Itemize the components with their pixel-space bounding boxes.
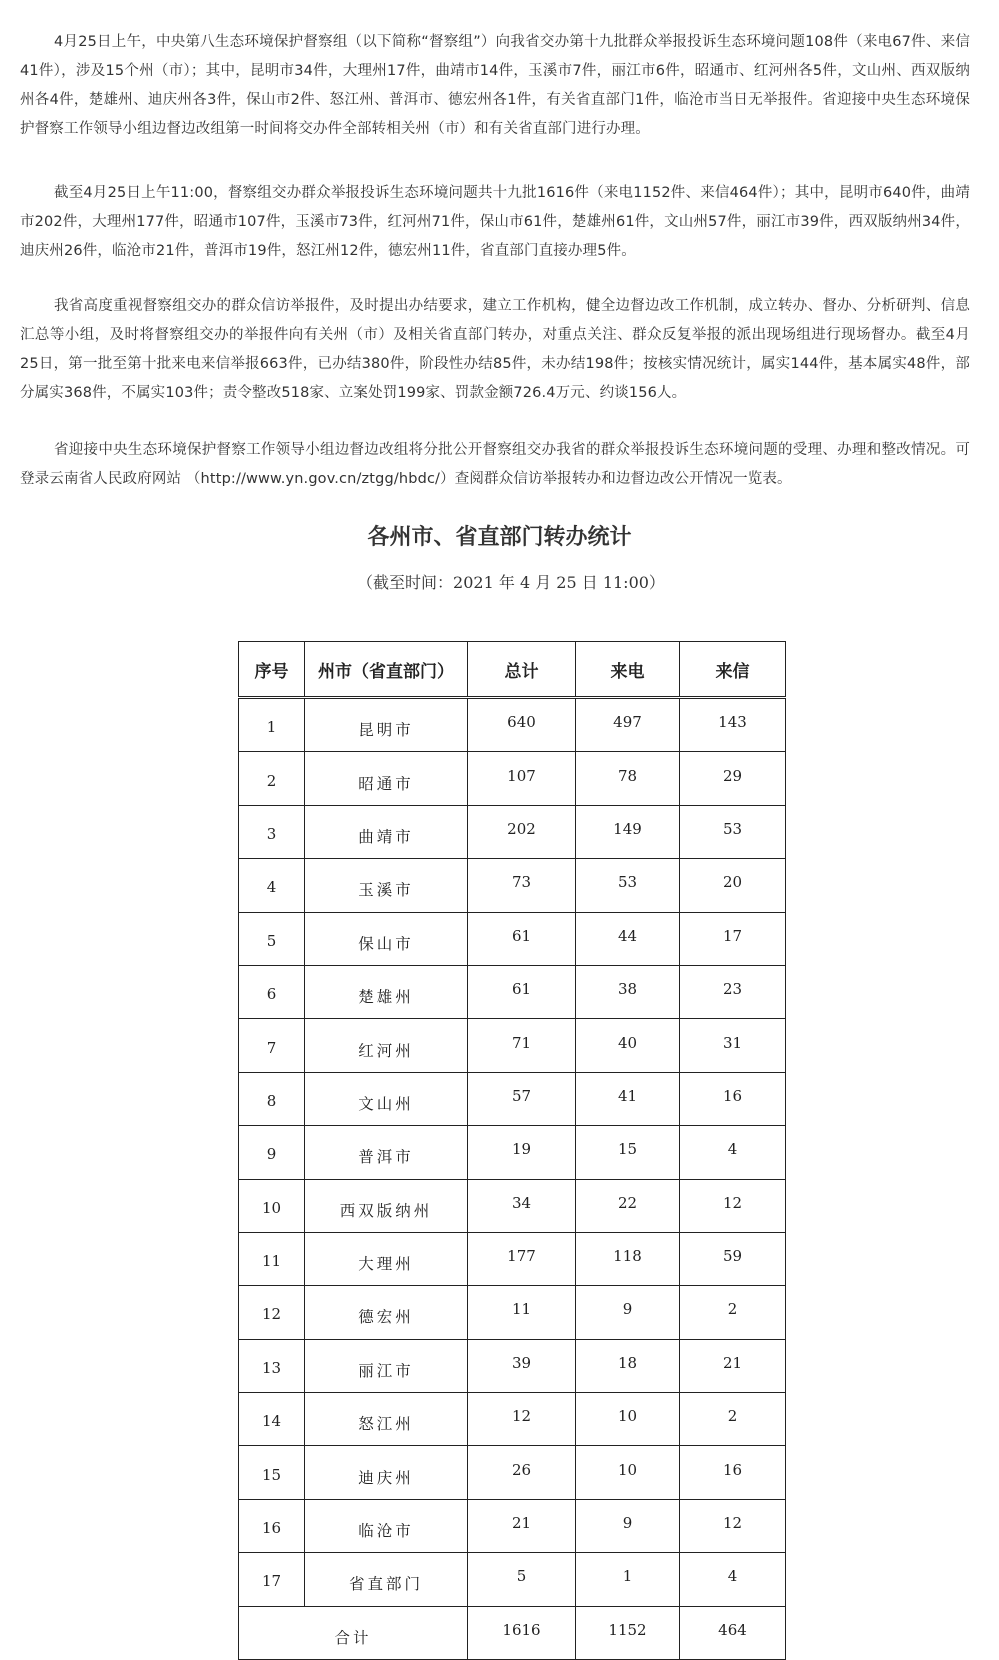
table-row — [239, 1446, 786, 1499]
statistics-table — [238, 641, 786, 1660]
cell-calls: 40 — [576, 1019, 680, 1072]
cell-calls: 118 — [576, 1232, 680, 1285]
cell-region: 大理州 — [305, 1232, 468, 1285]
paragraph-2: 截至4月25日上午11:00，督察组交办群众举报投诉生态环境问题共十九批1616件（来电1152件、来信464件）；其中，昆明市640件，曲靖市202件，大理州177件，昭通市107件，玉溪市73件，红河州71件，保山市61件，楚雄州61件，文山州57件，丽江市39件，西双版纳州34件，迪庆州26件，临沧市21件，普洱市19件，怒江州12件，德宏州11件，省直部门直接办理5件。 — [20, 185, 970, 259]
cell-index: 9 — [239, 1126, 305, 1179]
cell-calls: 9 — [576, 1499, 680, 1552]
paragraph-1: 4月25日上午，中央第八生态环境保护督察组（以下简称“督察组”）向我省交办第十九批群众举报投诉生态环境问题108件（来电67件、来信41件），涉及15个州（市）；其中，昆明市34件，大理州17件，曲靖市14件，玉溪市7件，丽江市6件，昭通市、红河州各5件，文山州、西双版纳州各4件，楚雄州、迪庆州各3件，保山市2件、怒江州、普洱市、德宏州各1件，有关省直部门1件，临沧市当日无举报件。省迎接中央生态环境保护督察工作领导小组边督边改组第一时间将交办件全部转相关州（市）和有关省直部门进行办理。 — [20, 34, 970, 137]
table-row — [239, 805, 786, 858]
table-row — [239, 1553, 786, 1606]
cell-index: 4 — [239, 859, 305, 912]
cell-index: 17 — [239, 1553, 305, 1606]
cell-letters: 2 — [680, 1286, 786, 1339]
cell-index: 7 — [239, 1019, 305, 1072]
cell-region: 丽江市 — [305, 1339, 468, 1392]
header-total: 总计 — [468, 642, 576, 698]
header-index: 序号 — [239, 642, 305, 698]
cell-total: 202 — [468, 805, 576, 858]
cell-calls: 10 — [576, 1446, 680, 1499]
cell-total: 5 — [468, 1553, 576, 1606]
cell-calls: 44 — [576, 912, 680, 965]
total-calls: 1152 — [576, 1606, 680, 1659]
cell-index: 2 — [239, 752, 305, 805]
cell-letters: 2 — [680, 1393, 786, 1446]
total-sum: 1616 — [468, 1606, 576, 1659]
cell-letters: 21 — [680, 1339, 786, 1392]
table-row — [239, 965, 786, 1018]
cell-total: 19 — [468, 1126, 576, 1179]
cell-index: 5 — [239, 912, 305, 965]
header-letters: 来信 — [680, 642, 786, 698]
cell-index: 16 — [239, 1499, 305, 1552]
table-row — [239, 912, 786, 965]
cell-calls: 38 — [576, 965, 680, 1018]
cell-letters: 59 — [680, 1232, 786, 1285]
table-row — [239, 1286, 786, 1339]
cell-index: 12 — [239, 1286, 305, 1339]
cell-region: 楚雄州 — [305, 965, 468, 1018]
header-region: 州市（省直部门） — [305, 642, 468, 698]
cell-letters: 12 — [680, 1499, 786, 1552]
cell-total: 12 — [468, 1393, 576, 1446]
cell-letters: 17 — [680, 912, 786, 965]
cell-letters: 53 — [680, 805, 786, 858]
cell-letters: 143 — [680, 698, 786, 752]
cell-region: 曲靖市 — [305, 805, 468, 858]
table-subtitle: （截至时间：2021 年 4 月 25 日 11:00） — [357, 573, 665, 592]
cell-region: 迪庆州 — [305, 1446, 468, 1499]
cell-letters: 4 — [680, 1126, 786, 1179]
table-row — [239, 698, 786, 752]
table-row — [239, 1232, 786, 1285]
cell-calls: 78 — [576, 752, 680, 805]
cell-letters: 29 — [680, 752, 786, 805]
table-total-row — [239, 1606, 786, 1659]
table-body — [239, 698, 786, 1607]
cell-index: 8 — [239, 1072, 305, 1125]
table-row — [239, 1499, 786, 1552]
cell-index: 6 — [239, 965, 305, 1018]
cell-index: 15 — [239, 1446, 305, 1499]
cell-region: 临沧市 — [305, 1499, 468, 1552]
cell-letters: 12 — [680, 1179, 786, 1232]
cell-total: 61 — [468, 965, 576, 1018]
table-row — [239, 752, 786, 805]
paragraph-3: 我省高度重视督察组交办的群众信访举报件，及时提出办结要求，建立工作机构，健全边督边改工作机制，成立转办、督办、分析研判、信息汇总等小组，及时将督察组交办的举报件向有关州（市）及相关省直部门转办，对重点关注、群众反复举报的派出现场组进行现场督办。截至4月25日，第一批至第十批来电来信举报663件，已办结380件，阶段性办结85件，未办结198件；按核实情况统计，属实144件，基本属实48件，部分属实368件，不属实103件；责令整改518家、立案处罚199家、罚款金额726.4万元、约谈156人。 — [20, 298, 970, 401]
cell-total: 57 — [468, 1072, 576, 1125]
cell-region: 省直部门 — [305, 1553, 468, 1606]
cell-calls: 149 — [576, 805, 680, 858]
cell-calls: 22 — [576, 1179, 680, 1232]
cell-total: 34 — [468, 1179, 576, 1232]
cell-region: 昭通市 — [305, 752, 468, 805]
total-label: 合计 — [239, 1606, 468, 1659]
table-row — [239, 1393, 786, 1446]
cell-total: 11 — [468, 1286, 576, 1339]
cell-region: 西双版纳州 — [305, 1179, 468, 1232]
cell-total: 177 — [468, 1232, 576, 1285]
cell-index: 3 — [239, 805, 305, 858]
cell-total: 26 — [468, 1446, 576, 1499]
total-letters: 464 — [680, 1606, 786, 1659]
table-row — [239, 1072, 786, 1125]
cell-region: 文山州 — [305, 1072, 468, 1125]
cell-letters: 16 — [680, 1072, 786, 1125]
table-row — [239, 1339, 786, 1392]
cell-region: 昆明市 — [305, 698, 468, 752]
cell-region: 普洱市 — [305, 1126, 468, 1179]
cell-total: 73 — [468, 859, 576, 912]
paragraph-4: 省迎接中央生态环境保护督察工作领导小组边督边改组将分批公开督察组交办我省的群众举报投诉生态环境问题的受理、办理和整改情况。可登录云南省人民政府网站 （http://www.yn.gov.cn/ztgg/hbdc/）查阅群众信访举报转办和边督边改公开情况一览表。 — [20, 442, 970, 487]
cell-index: 11 — [239, 1232, 305, 1285]
cell-region: 德宏州 — [305, 1286, 468, 1339]
cell-region: 玉溪市 — [305, 859, 468, 912]
cell-index: 13 — [239, 1339, 305, 1392]
cell-letters: 16 — [680, 1446, 786, 1499]
cell-index: 1 — [239, 698, 305, 752]
cell-calls: 41 — [576, 1072, 680, 1125]
cell-calls: 53 — [576, 859, 680, 912]
cell-total: 39 — [468, 1339, 576, 1392]
table-header-row — [239, 642, 786, 698]
cell-calls: 1 — [576, 1553, 680, 1606]
cell-letters: 31 — [680, 1019, 786, 1072]
header-calls: 来电 — [576, 642, 680, 698]
cell-calls: 9 — [576, 1286, 680, 1339]
table-row — [239, 1019, 786, 1072]
cell-letters: 20 — [680, 859, 786, 912]
cell-region: 红河州 — [305, 1019, 468, 1072]
cell-total: 21 — [468, 1499, 576, 1552]
cell-calls: 497 — [576, 698, 680, 752]
cell-letters: 4 — [680, 1553, 786, 1606]
table-row — [239, 1126, 786, 1179]
cell-total: 61 — [468, 912, 576, 965]
cell-letters: 23 — [680, 965, 786, 1018]
table-row — [239, 859, 786, 912]
cell-index: 10 — [239, 1179, 305, 1232]
cell-total: 640 — [468, 698, 576, 752]
cell-region: 保山市 — [305, 912, 468, 965]
table-row — [239, 1179, 786, 1232]
cell-total: 71 — [468, 1019, 576, 1072]
table-title: 各州市、省直部门转办统计 — [367, 524, 632, 550]
cell-region: 怒江州 — [305, 1393, 468, 1446]
cell-total: 107 — [468, 752, 576, 805]
cell-calls: 10 — [576, 1393, 680, 1446]
cell-index: 14 — [239, 1393, 305, 1446]
cell-calls: 15 — [576, 1126, 680, 1179]
cell-calls: 18 — [576, 1339, 680, 1392]
